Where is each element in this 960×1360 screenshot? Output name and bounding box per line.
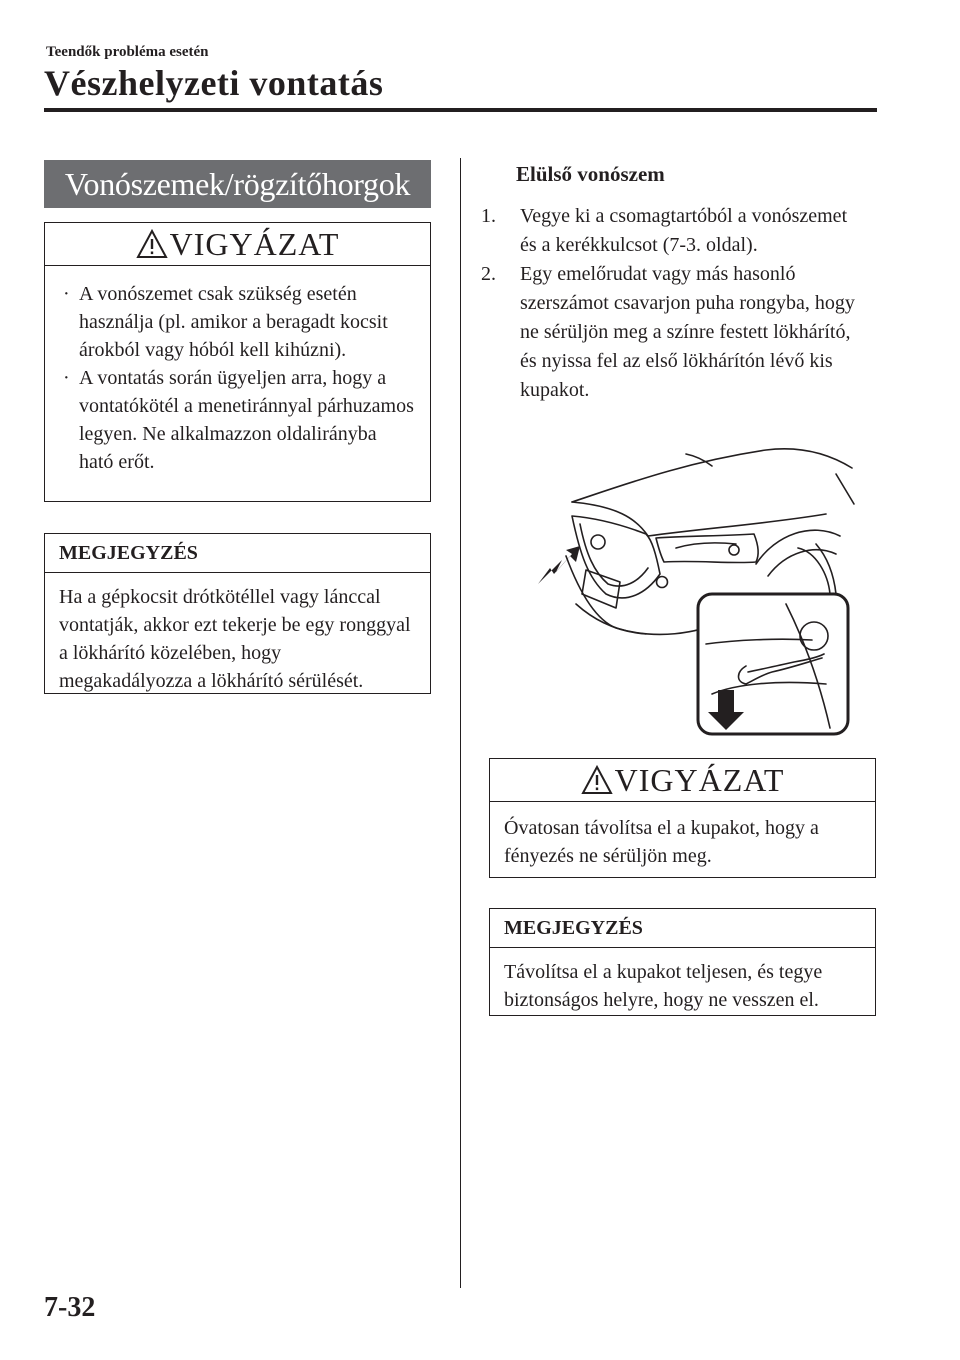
step-item	[478, 202, 868, 260]
breadcrumb: Teendők probléma esetén	[46, 44, 209, 60]
bullet-icon: ·	[63, 283, 70, 305]
column-divider	[460, 158, 461, 1288]
caution-header	[490, 759, 875, 802]
caution-title: VIGYÁZAT	[169, 225, 340, 262]
note-box-left	[44, 533, 431, 694]
chapter-title: Vészhelyzeti vontatás	[44, 63, 384, 103]
step-item	[478, 260, 868, 405]
note-title: MEGJEGYZÉS	[490, 909, 875, 948]
note-text: Ha a gépkocsit drótkötéllel vagy lánccal vontatják, akkor ezt tekerje be egy ronggyal a lökhárító közelében, hogy megakadályozza a lökhárító sérülését.	[59, 586, 411, 692]
bullet-icon: ·	[63, 367, 70, 389]
caution-body	[45, 266, 430, 488]
section-banner: Vonószemek/rögzítőhorgok	[44, 160, 431, 208]
step-number: 1.	[481, 205, 496, 227]
subheading: Elülső vonószem	[516, 162, 665, 186]
caution-header	[45, 223, 430, 266]
caution-item-text: A vontatás során ügyeljen arra, hogy a vontatókötél a menetiránnyal párhuzamos legyen. Ne alkalmazzon oldalirányba ható erőt.	[79, 367, 414, 473]
caution-box-right	[489, 758, 876, 878]
caution-box-left	[44, 222, 431, 502]
car-bumper-illustration	[536, 444, 862, 740]
caution-bullet	[59, 280, 416, 364]
caution-text: Óvatosan távolítsa el a kupakot, hogy a fényezés ne sérüljön meg.	[504, 817, 819, 867]
page-number: 7-32	[44, 1292, 96, 1323]
note-title: MEGJEGYZÉS	[45, 534, 430, 573]
header-rule	[44, 108, 877, 112]
steps-list	[478, 202, 868, 405]
step-number: 2.	[481, 263, 496, 285]
warning-triangle-icon	[136, 229, 168, 259]
note-text: Távolítsa el a kupakot teljesen, és tegye biztonságos helyre, hogy ne vesszen el.	[504, 961, 823, 1011]
note-box-right	[489, 908, 876, 1016]
warning-triangle-icon	[581, 765, 613, 795]
caution-item-text: A vonószemet csak szükség esetén használja (pl. amikor a beragadt kocsit árokból vagy hóból kell kihúzni).	[79, 283, 388, 361]
step-text: Egy emelőrudat vagy más hasonló szerszámot csavarjon puha rongyba, hogy ne sérüljön meg a színre festett lökhárító, és nyissa fel az első lökhárítón lévő kis kupakot.	[520, 263, 855, 401]
caution-bullet	[59, 364, 416, 476]
step-text: Vegye ki a csomagtartóból a vonószemet és a kerékkulcsot (7-3. oldal).	[520, 205, 848, 256]
caution-title: VIGYÁZAT	[614, 761, 785, 798]
